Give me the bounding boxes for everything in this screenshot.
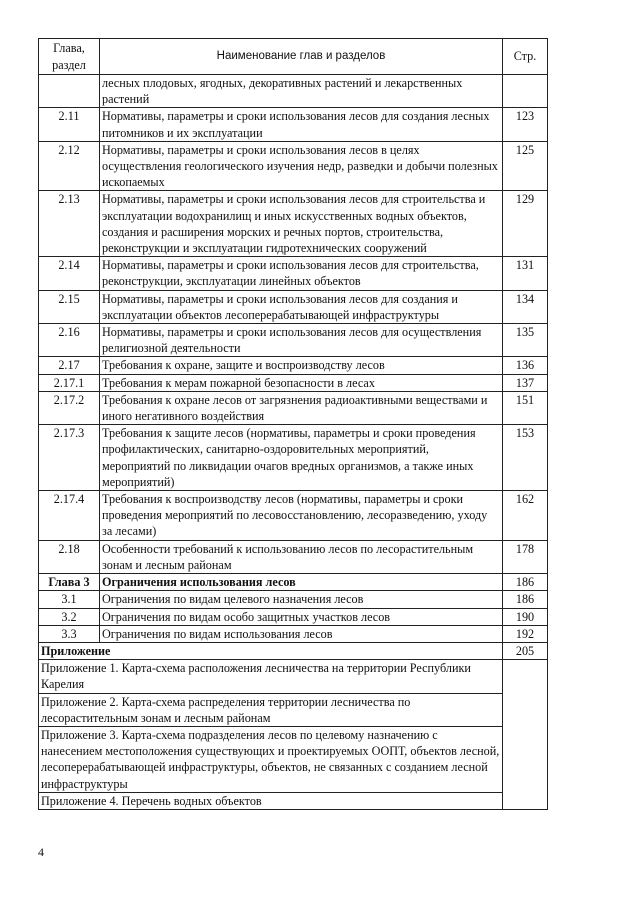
appendix-item: Приложение 2. Карта-схема распределения территории лесничества по лесорастительным зонам и лесным районам (39, 693, 503, 726)
table-row (39, 191, 548, 257)
row-number: 2.11 (39, 108, 100, 141)
row-number: 2.12 (39, 141, 100, 191)
chapter-page: 186 (503, 574, 548, 591)
row-title: Требования к охране, защите и воспроизводству лесов (100, 357, 503, 374)
row-page: 186 (503, 591, 548, 608)
row-title: Требования к охране лесов от загрязнения радиоактивными веществами и иного негативного воздействия (100, 391, 503, 424)
table-row (39, 625, 548, 642)
table-row (39, 108, 548, 141)
page-number: 4 (38, 845, 44, 859)
row-title: Ограничения по видам использования лесов (100, 625, 503, 642)
row-page: 153 (503, 425, 548, 491)
row-number: 2.17.3 (39, 425, 100, 491)
table-header-row (39, 39, 548, 75)
row-page: 123 (503, 108, 548, 141)
chapter-row (39, 574, 548, 591)
row-number: 2.17 (39, 357, 100, 374)
appendix-heading: Приложение (39, 642, 503, 659)
row-title: Нормативы, параметры и сроки использования лесов для осуществления религиозной деятельности (100, 324, 503, 357)
row-number: 2.13 (39, 191, 100, 257)
row-number: 3.3 (39, 625, 100, 642)
row-page: 151 (503, 391, 548, 424)
row-title: лесных плодовых, ягодных, декоративных растений и лекарственных растений (100, 75, 503, 108)
row-page (503, 75, 548, 108)
row-number: 2.16 (39, 324, 100, 357)
table-row (39, 141, 548, 191)
table-row (39, 290, 548, 323)
table-row (39, 75, 548, 108)
row-page: 192 (503, 625, 548, 642)
header-page: Стр. (503, 39, 548, 75)
table-row (39, 425, 548, 491)
row-number: 2.17.4 (39, 491, 100, 541)
row-title: Ограничения по видам целевого назначения лесов (100, 591, 503, 608)
row-number: 2.17.2 (39, 391, 100, 424)
table-row (39, 374, 548, 391)
row-number: 2.17.1 (39, 374, 100, 391)
row-title: Нормативы, параметры и сроки использования лесов для создания и эксплуатации объектов лесоперерабатывающей инфраструктуры (100, 290, 503, 323)
chapter-title: Ограничения использования лесов (100, 574, 503, 591)
table-row (39, 540, 548, 573)
row-title: Требования к защите лесов (нормативы, параметры и сроки проведения профилактических, санитарно-оздоровительных мероприятий, мероприятий по ликвидации очагов вредных организмов, а также иных мероприятий) (100, 425, 503, 491)
row-page: 162 (503, 491, 548, 541)
table-row (39, 591, 548, 608)
appendix-row (39, 660, 548, 693)
table-row (39, 608, 548, 625)
row-page: 136 (503, 357, 548, 374)
row-title: Особенности требований к использованию лесов по лесорастительным зонам и лесным районам (100, 540, 503, 573)
appendix-row (39, 726, 548, 792)
row-page: 129 (503, 191, 548, 257)
table-row (39, 391, 548, 424)
row-title: Нормативы, параметры и сроки использования лесов для строительства, реконструкции, эксплуатации линейных объектов (100, 257, 503, 290)
row-page: 125 (503, 141, 548, 191)
appendix-page: 205 (503, 642, 548, 659)
header-chapter-section (39, 39, 100, 75)
row-title: Ограничения по видам особо защитных участков лесов (100, 608, 503, 625)
row-page: 190 (503, 608, 548, 625)
appendix-item: Приложение 4. Перечень водных объектов (39, 792, 503, 809)
header-chapter-label: Глава, (53, 41, 85, 56)
table-row (39, 324, 548, 357)
table-row (39, 257, 548, 290)
table-of-contents (38, 38, 548, 810)
row-title: Требования к воспроизводству лесов (нормативы, параметры и сроки проведения мероприятий по лесовосстановлению, лесоразведению, уходу за лесами) (100, 491, 503, 541)
row-page: 134 (503, 290, 548, 323)
appendix-item: Приложение 3. Карта-схема подразделения лесов по целевому назначению с нанесением местоположения существующих и проектируемых ООПТ, объектов лесной, лесоперерабатывающей инфраструктуры, объектов, не связанных с созданием лесной инфраструктуры (39, 726, 503, 792)
table-row (39, 357, 548, 374)
row-page: 131 (503, 257, 548, 290)
table-row (39, 491, 548, 541)
row-page: 135 (503, 324, 548, 357)
row-title: Нормативы, параметры и сроки использования лесов для строительства и эксплуатации водохранилищ и иных искусственных водных объектов, создания и расширения морских и речных портов, строительства, реконструкции и эксплуатации гидротехнических сооружений (100, 191, 503, 257)
appendix-page-blank (503, 660, 548, 810)
row-page: 137 (503, 374, 548, 391)
row-number: 3.1 (39, 591, 100, 608)
row-title: Нормативы, параметры и сроки использования лесов в целях осуществления геологического изучения недр, разведки и добычи полезных ископаемых (100, 141, 503, 191)
appendix-row (39, 792, 548, 809)
row-number (39, 75, 100, 108)
appendix-item: Приложение 1. Карта-схема расположения лесничества на территории Республики Карелия (39, 660, 503, 693)
row-number: 2.18 (39, 540, 100, 573)
appendix-heading-row (39, 642, 548, 659)
row-number: 3.2 (39, 608, 100, 625)
row-number: 2.15 (39, 290, 100, 323)
row-title: Нормативы, параметры и сроки использования лесов для создания лесных питомников и их эксплуатации (100, 108, 503, 141)
row-title: Требования к мерам пожарной безопасности в лесах (100, 374, 503, 391)
chapter-number: Глава 3 (39, 574, 100, 591)
row-number: 2.14 (39, 257, 100, 290)
header-title: Наименование глав и разделов (100, 39, 503, 75)
row-page: 178 (503, 540, 548, 573)
header-section-label: раздел (52, 57, 86, 72)
appendix-row (39, 693, 548, 726)
